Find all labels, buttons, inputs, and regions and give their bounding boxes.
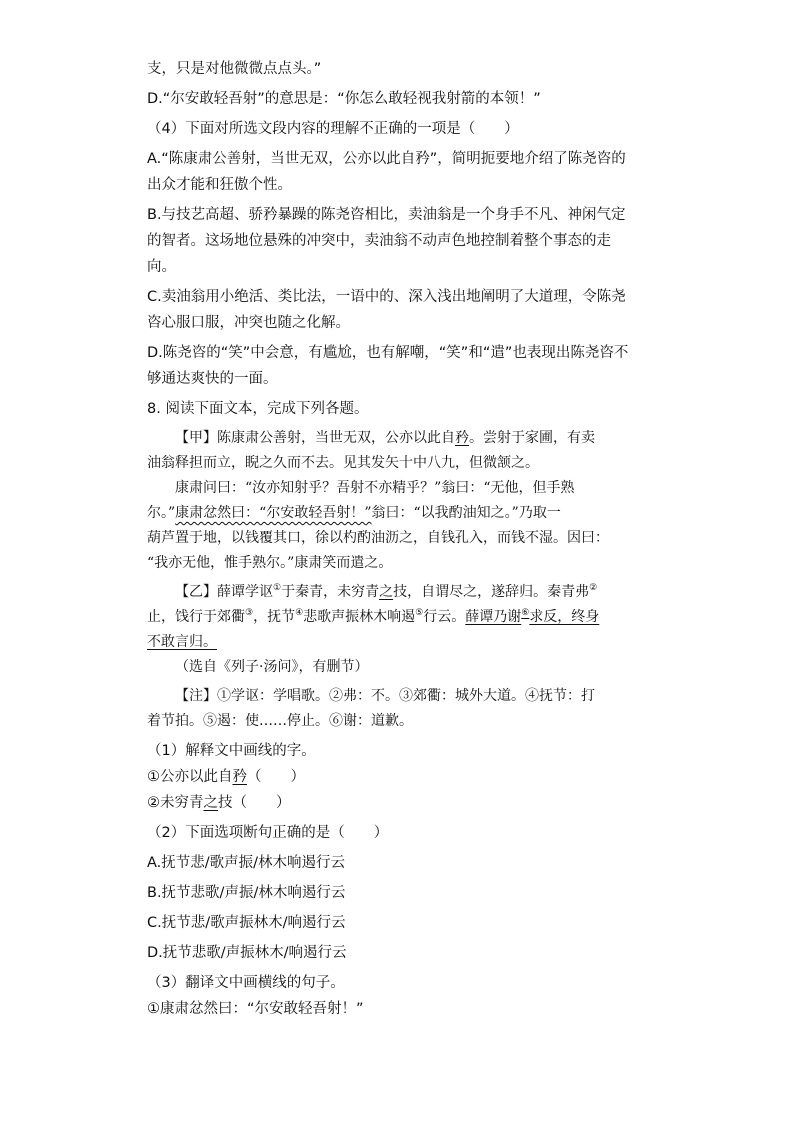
- sub2-option-b: B.抚节悲歌/声振/林木响遏行云: [147, 885, 346, 901]
- text-span: 【甲】陈康肃公善射，当世无双，公亦以此自: [175, 430, 455, 446]
- q4-option-b: [147, 202, 667, 280]
- sub2-option-a: A.抚节悲/歌声振/林木响遏行云: [147, 855, 346, 871]
- sub1-stem: （1）解释文中画线的字。: [147, 743, 316, 759]
- note-line: 【注】①学讴：学唱歌。②弗：不。③郊衢：城外大道。④抚节：打: [175, 688, 595, 704]
- q4-option-a-line: A.“陈康肃公善射，当世无双，公亦以此自矜”，简明扼要地介绍了陈尧咨的: [147, 151, 626, 167]
- text-span: 止，饯行于郊衢: [147, 609, 245, 625]
- passage-yi: [147, 580, 667, 655]
- answer-blank: （ ）: [247, 769, 305, 785]
- q4-option-c-line: 咨心服口服，冲突也随之化解。: [147, 315, 350, 331]
- q4-option-d-line: D.陈尧咨的“笑”中会意，有尴尬，也有解嘲，“笑”和“遣”也表现出陈尧咨不: [147, 345, 629, 361]
- passage-line: [147, 501, 667, 526]
- q4-option-d-line: 够通达爽快的一面。: [147, 371, 278, 387]
- sub1-item-1: [147, 764, 667, 790]
- underlined-sentence: 薛谭乃谢: [465, 609, 522, 625]
- q4-option-c-line: C.卖油翁用小绝活、类比法，一语中的、深入浅出地阐明了大道理，令陈尧: [147, 289, 626, 305]
- underlined-sentence: 不敢言归。: [147, 634, 217, 650]
- exam-page: [147, 56, 667, 1022]
- passage-line: 葫芦置于地，以钱覆其口，徐以杓酌油沥之，自钱孔入，而钱不湿。因曰：: [147, 530, 609, 546]
- footnote-marker: ①: [273, 583, 282, 593]
- sub1-item-2: [147, 790, 667, 816]
- q4-option-d: [147, 340, 667, 392]
- underlined-char: 矜: [232, 769, 247, 785]
- passage-line: [147, 630, 667, 655]
- text-span: 尔。”: [147, 505, 176, 521]
- underlined-char: 之: [203, 795, 218, 811]
- passage-line: 康肃问曰：“汝亦知射乎？吾射不亦精乎？”翁曰：“无他，但手熟: [175, 480, 575, 496]
- passage-line: “我亦无他，惟手熟尔。”康肃笑而遣之。: [147, 555, 393, 571]
- sub2-stem: （2）下面选项断句正确的是（ ）: [147, 825, 389, 841]
- answer-blank: 技（ ）: [218, 795, 291, 811]
- sub3-stem: （3）翻译文中画横线的句子。: [147, 975, 345, 991]
- passage-line: [147, 580, 667, 605]
- passage-source: （选自《列子·汤问》，有删节）: [175, 659, 369, 675]
- q3-option-c-continued: 支，只是对他微微点点头。”: [147, 61, 322, 77]
- passage-line: [147, 426, 667, 451]
- footnote-marker: ④: [295, 608, 304, 618]
- text-span: 。尝射于家圃，有卖: [469, 430, 595, 446]
- q3-option-d: D.“尔安敢轻吾射”的意思是：“你怎么敢轻视我射箭的本领！”: [147, 91, 541, 107]
- q8-title: 8. 阅读下面文本，完成下列各题。: [147, 401, 369, 417]
- footnote-marker: ⑤: [415, 608, 424, 618]
- wavy-underlined-sentence: 康肃忿然曰：“尔安敢轻吾射！”: [175, 505, 372, 521]
- sub2-option-c: C.抚节悲/歌声振林木/响遏行云: [147, 915, 346, 931]
- text-span: ，抚节: [253, 609, 296, 625]
- underlined-char: 矜: [455, 430, 469, 446]
- text-span: 行云。: [423, 609, 466, 625]
- text-span: 于秦青，未穷青: [281, 584, 380, 600]
- footnote-marker: ②: [589, 583, 598, 593]
- passage-notes: [147, 684, 667, 734]
- sub2-option-d: D.抚节悲歌/声振林木/响遏行云: [147, 945, 347, 961]
- text-span: 【乙】薛谭学讴: [175, 584, 273, 600]
- text-span: ②未穷青: [147, 795, 204, 811]
- text-span: 技，自谓尽之，遂辞归。秦青弗: [393, 584, 590, 600]
- q4-option-b-line: 向。: [147, 259, 176, 275]
- underlined-sentence: 求反，终身: [529, 609, 600, 625]
- text-span: ①公亦以此自: [147, 769, 233, 785]
- text-span: 翁曰：“以我酌油知之。”乃取一: [371, 505, 561, 521]
- footnote-marker: ③: [245, 608, 254, 618]
- q4-option-b-line: 的智者。这场地位悬殊的冲突中，卖油翁不动声色地控制着整个事态的走: [147, 233, 611, 249]
- sub3-item-1: ①康肃忿然曰：“尔安敢轻吾射！”: [147, 1001, 364, 1017]
- text-span: 悲歌声振林木响遏: [303, 609, 416, 625]
- q4-option-a: [147, 146, 667, 198]
- q4-option-a-line: 出众才能和狂傲个性。: [147, 177, 292, 193]
- q4-option-c: [147, 284, 667, 336]
- note-line: 着节拍。⑤遏：使……停止。⑥谢：道歉。: [147, 713, 413, 729]
- passage-line: 油翁释担而立，睨之久而不去。见其发矢十中八九，但微颔之。: [147, 455, 539, 471]
- underlined-char: 之: [379, 584, 394, 600]
- passage-jia: [147, 426, 667, 576]
- footnote-marker: ⑥: [521, 608, 530, 618]
- q4-stem: （4）下面对所选文段内容的理解不正确的一项是（ ）: [147, 121, 519, 137]
- passage-line: [147, 605, 667, 630]
- q4-option-b-line: B.与技艺高超、骄矜暴躁的陈尧咨相比，卖油翁是一个身手不凡、神闲气定: [147, 207, 626, 223]
